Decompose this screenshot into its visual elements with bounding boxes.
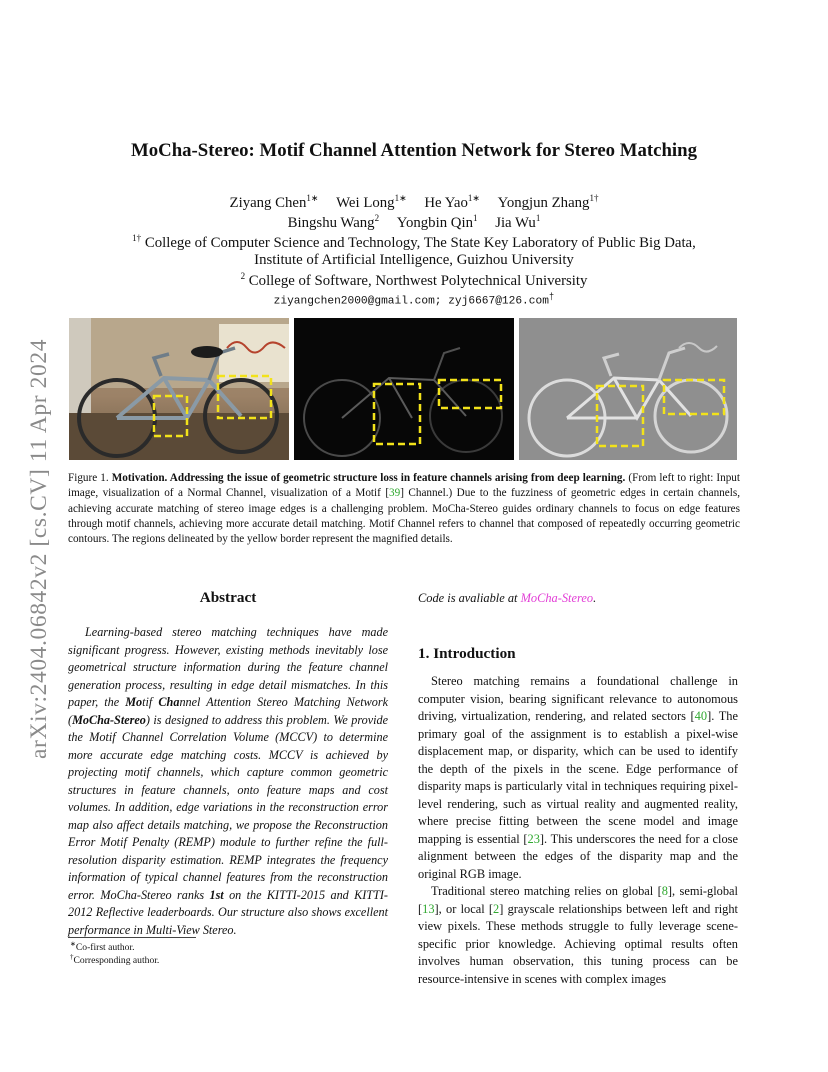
footnote-cofirst: ∗Co-first author. [70, 940, 135, 954]
citation-link[interactable]: 2 [493, 901, 500, 916]
footnote-rule [68, 937, 196, 938]
footnote-corresponding: †Corresponding author. [70, 953, 160, 967]
citation-link[interactable]: 8 [661, 884, 668, 898]
figure-input-image [69, 318, 289, 460]
figure-motif-channel [519, 318, 737, 460]
author: Ziyang Chen$^{1∗}$ [229, 193, 319, 211]
author: Bingshu Wang$^2$ [287, 213, 380, 231]
abstract-heading: Abstract [199, 589, 257, 606]
author: He Yao$^{1∗}$ [424, 193, 480, 211]
paper-title: MoCha-Stereo: Motif Channel Attention Network for Stereo Matching [131, 140, 697, 161]
citation-link[interactable]: 23 [527, 831, 540, 846]
arxiv-stamp [24, 285, 54, 765]
affiliation-1: $^{1\dagger}$ College of Computer Science and Technology, The State Key Laboratory of Public Big Data, [132, 233, 696, 251]
figure-caption: Figure 1. Motivation. Addressing the issue of geometric structure loss in feature channels arising from deep learning. (From left to right: Input image, visualization of a Normal Channel, visualization of a Motif [39] Channel.) Due to the fuzziness of geometric edges in certain channels, achieving accurate matching of stereo image edges is a challenging problem. MoCha-Stereo guides ordinary channels to focus on edge features through motif channels, achieving more accurate detail matching. Motif Channel refers to channel that composed of repeatedly occurring geometric contours. The regions delineated by the yellow border represent the magnified details. [68, 472, 741, 546]
code-availability: Code is avaliable at MoCha-Stereo. [418, 591, 597, 605]
author: Yongjun Zhang$^{1\dagger}$ [497, 193, 599, 211]
author-emails: ziyangchen2000@gmail.com; zyj6667@126.com† [273, 292, 555, 308]
citation-link[interactable]: 40 [694, 709, 708, 723]
author: Wei Long$^{1∗}$ [336, 193, 407, 211]
abstract-body: Learning-based stereo matching techniques have made significant progress. However, existing methods inevitably lose geometrical structure information during the feature channel generation process, resulting in edge detail mismatches. In this paper, the Motif Channel Attention Stereo Matching Network (MoCha-Stereo) is designed to address this problem. We provide the Motif Channel Correlation Volume (MCCV) to determine more accurate edge matching costs. MCCV is achieved by projecting motif channels, which capture common geometric structures in feature channels, onto feature maps and cost volumes. In addition, edge variations in the reconstruction error map also affect details matching, we propose the Reconstruction Error Motif Penalty (REMP) module to further refine the full-resolution disparity estimation. REMP integrates the frequency information of typical channel features from the reconstruction error. MoCha-Stereo ranks 1st on the KITTI-2015 and KITTI-2012 Reflective leaderboards. Our structure also shows excellent performance in Multi-View Stereo. [68, 625, 388, 937]
figure-normal-channel [294, 318, 514, 460]
author: Yongbin Qin$^1$ [396, 213, 478, 231]
intro-paragraph-2: Traditional stereo matching relies on global [8], semi-global [13], or local [2] grayscale relationships between left and right view pixels. These methods struggle to fully leverage scene-specific prior knowledge. Achieving optimal results often involves human observation, this tuning process can be resource-intensive in scenes with complex images [418, 884, 738, 986]
author-line-2 [0, 213, 828, 232]
code-link[interactable]: MoCha-Stereo [520, 591, 594, 605]
citation-link[interactable]: 39 [389, 487, 401, 500]
intro-paragraph-1: Stereo matching remains a foundational challenge in computer vision, bearing significant relevance to autonomous driving, virtualization, rendering, and related sectors [40]. The primary goal of the assignment is to establish a pixel-wise displacement map, or disparity, which can be used to identify the depth of the pixels in the scene. Edge performance of disparity maps is particularly vital in techniques requiring pixel-level rendering, such as virtual reality and augmented reality, where precise fitting between the scene model and image mapping is essential [23]. This underscores the need for a close alignment between the edges of the disparity map and the original RGB image. [418, 674, 738, 881]
citation-link[interactable]: 13 [422, 901, 435, 916]
arxiv-id: arXiv:2404.06842v2 [cs.CV] 11 Apr 2024 [26, 338, 52, 759]
introduction-heading: 1. Introduction [418, 645, 516, 662]
affiliation-2: $^2$ College of Software, Northwest Polytechnical University [240, 271, 588, 289]
affiliation-1-cont: Institute of Artificial Intelligence, Guizhou University [254, 252, 574, 268]
author-line-1 [0, 193, 828, 212]
author: Jia Wu$^1$ [495, 213, 541, 231]
introduction-body [418, 673, 738, 988]
